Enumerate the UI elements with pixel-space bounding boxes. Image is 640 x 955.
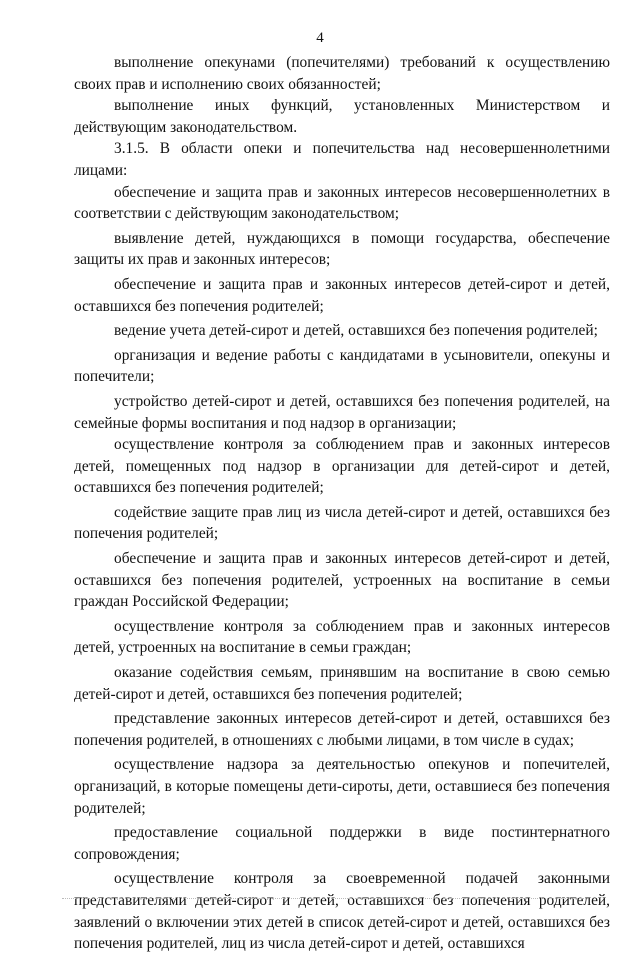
paragraph: обеспечение и защита прав и законных интересов детей-сирот и детей, оставшихся без попечения родителей; [74,275,610,315]
paragraph: осуществление контроля за соблюдением прав и законных интересов детей, устроенных на воспитание в семьи граждан; [74,617,610,657]
paragraph: обеспечение и защита прав и законных интересов несовершеннолетних в соответствии с действующим законодательством; [74,183,610,223]
paragraph: обеспечение и защита прав и законных интересов детей-сирот и детей, оставшихся без попечения родителей, устроенных на воспитание в семьи граждан Российской Федерации; [74,550,610,611]
paragraph: осуществление надзора за деятельностью опекунов и попечителей, организаций, в которые помещены дети-сироты, дети, оставшиеся без попечения родителей; [74,756,610,817]
bottom-divider [62,898,588,899]
section-heading: 3.1.5. В области опеки и попечительства над несовершеннолетними лицами: [74,140,610,179]
paragraph: представление законных интересов детей-сирот и детей, оставшихся без попечения родителей, в отношениях с любыми лицами, в том числе в судах; [74,710,610,749]
paragraph: содействие защите прав лиц из числа детей-сирот и детей, оставшихся без попечения родителей; [74,503,610,543]
paragraph: выполнение опекунами (попечителями) требований к осуществлению своих прав и исполнению своих обязанностей; [74,54,610,93]
paragraph: оказание содействия семьям, принявшим на воспитание в свою семью детей-сирот и детей, оставшихся без попечения родителей; [74,664,610,703]
paragraph: организация и ведение работы с кандидатами в усыновители, опекуны и попечители; [74,346,610,386]
paragraph: осуществление контроля за своевременной подачей законными представителями детей-сирот и детей, оставшихся без попечения родителей, заявлений о включении этих детей в список детей-сирот и детей, оставшихся без попечения родителей, лиц из числа детей-сирот и детей, оставшихся [74,870,610,953]
paragraph: ведение учета детей-сирот и детей, оставшихся без попечения родителей; [114,322,598,340]
page-number: 4 [316,30,324,46]
paragraph: предоставление социальной поддержки в виде постинтернатного сопровождения; [74,824,610,863]
paragraph: выявление детей, нуждающихся в помощи государства, обеспечение защиты их прав и законных интересов; [74,229,610,269]
document-body [74,52,610,955]
paragraph: устройство детей-сирот и детей, оставшихся без попечения родителей, на семейные формы воспитания и под надзор в организации; [74,392,610,432]
paragraph: осуществление контроля за соблюдением прав и законных интересов детей, помещенных под надзор в организации для детей-сирот и детей, оставшихся без попечения родителей; [74,436,610,497]
paragraph: выполнение иных функций, установленных Министерством и действующим законодательством. [74,97,610,136]
